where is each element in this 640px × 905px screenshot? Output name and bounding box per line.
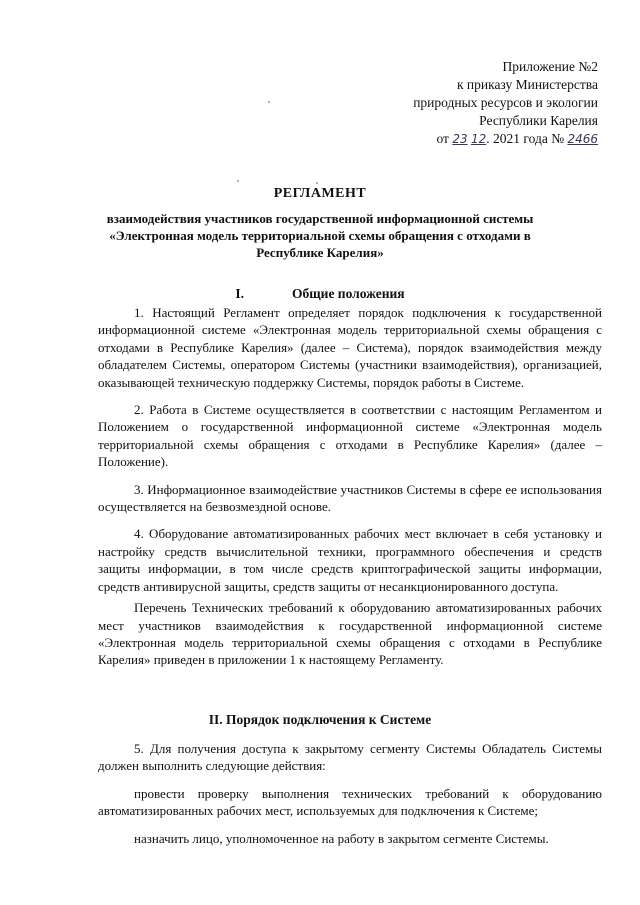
- annex-order-number: 2466: [567, 132, 598, 146]
- document-subtitle: взаимодействия участников государственной информационной системы «Электронная модель территориальной схемы обращения с отходами в Республике Карелия»: [106, 211, 534, 260]
- section-1-body: [98, 304, 602, 679]
- paragraph-2: 2. Работа в Системе осуществляется в соответствии с настоящим Регламентом и Положением о государственной информационной системе «Электронная модель территориальной схемы обращения с отходами в Республике Карелия» (далее – Положение).: [98, 402, 602, 470]
- annex-date-month: 12: [470, 132, 487, 146]
- paragraph-4: 4. Оборудование автоматизированных рабочих мест включает в себя установку и настройку средств вычислительной техники, программного обеспечения и средств защиты информации, в том числе средств криптографической защиты информации, средств антивирусной защиты, средств защиты от несанкционированного доступа.: [98, 526, 602, 594]
- section-1-title: Общие положения: [292, 286, 405, 301]
- paragraph-list-reference: Перечень Технических требований к оборудованию автоматизированных рабочих мест участников взаимодействия к государственной информационной системе «Электронная модель территориальной схемы обращения с отходами в Республике Карелия» приведен в приложении 1 к настоящему Регламенту.: [98, 600, 602, 668]
- annex-line-4: Республики Карелия: [479, 113, 598, 128]
- annex-line-1: Приложение №2: [502, 59, 598, 74]
- section-1-heading: [0, 286, 640, 302]
- section-2-heading: II. Порядок подключения к Системе: [208, 712, 432, 727]
- scan-speck: [268, 101, 270, 103]
- section-2-body: [98, 740, 602, 857]
- paragraph-3: 3. Информационное взаимодействие участников Системы в сфере ее использования осуществляется на безвозмездной основе.: [98, 481, 602, 515]
- scan-speck: [237, 180, 239, 182]
- annex-header: [380, 58, 598, 148]
- annex-date-day: 23: [452, 132, 468, 146]
- document-title: РЕГЛАМЕНТ: [273, 186, 367, 201]
- paragraph-5-item-1: провести проверку выполнения технических требований к оборудованию автоматизированных рабочих мест, используемых для подключения к Системе;: [98, 785, 602, 819]
- paragraph-5-item-2: назначить лицо, уполномоченное на работу в закрытом сегменте Системы.: [134, 830, 549, 846]
- annex-line-2: к приказу Министерства: [456, 77, 598, 92]
- paragraph-1: 1. Настоящий Регламент определяет порядок подключения к государственной информационной системе «Электронная модель территориальной схемы обращения с отходами в Республике Карелия» (далее – Система), порядок взаимодействия между обладателем Системы, оператором Системы (участники взаимодействия), организацией, оказывающей техническую поддержку Системы, порядок работы в Системе.: [98, 305, 602, 390]
- scan-speck: [316, 182, 318, 184]
- annex-line-3: природных ресурсов и экологии: [413, 95, 598, 110]
- paragraph-5: 5. Для получения доступа к закрытому сегменту Системы Обладатель Системы должен выполнить следующие действия:: [98, 741, 602, 774]
- annex-date-year: 2021 года №: [493, 131, 565, 146]
- annex-line-5: от 23 12. 2021 года № 2466: [436, 131, 598, 146]
- annex-date-prefix: от: [436, 131, 449, 146]
- section-1-number: I.: [235, 286, 245, 301]
